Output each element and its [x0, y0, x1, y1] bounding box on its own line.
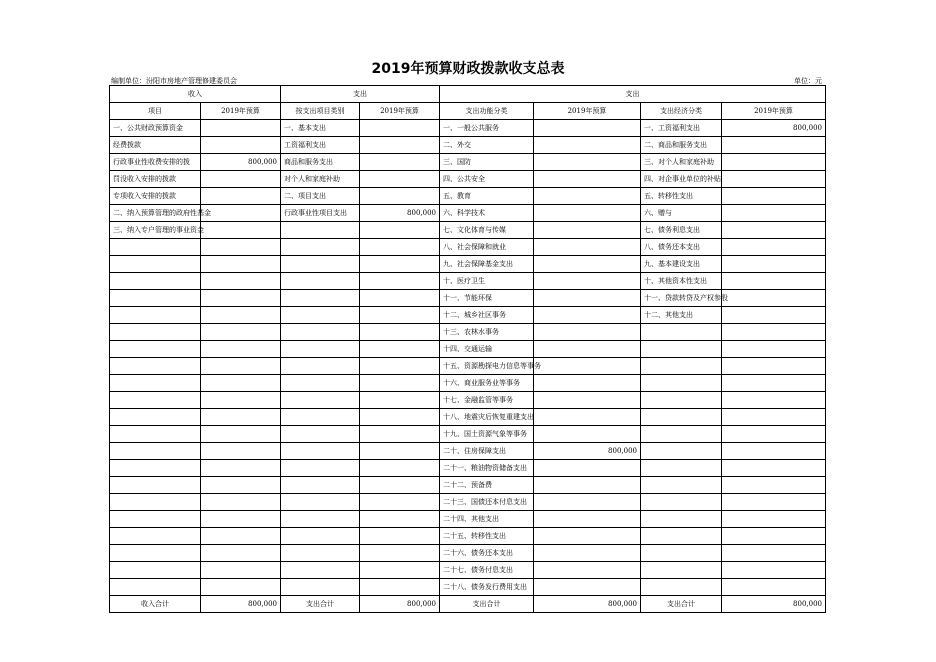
table-cell: [722, 460, 826, 477]
table-cell: 五、转移性支出: [641, 188, 722, 205]
table-cell: [360, 528, 440, 545]
group-header-row: [110, 86, 826, 103]
table-cell: [534, 358, 641, 375]
table-cell: 二、纳入预算管理的政府性基金: [110, 205, 201, 222]
table-cell: [201, 511, 281, 528]
table-cell: 二十七、债务付息支出: [440, 562, 534, 579]
table-cell: [110, 528, 201, 545]
table-cell: 800,000: [360, 205, 440, 222]
table-cell: [281, 307, 360, 324]
table-cell: [201, 409, 281, 426]
table-cell: [722, 137, 826, 154]
table-cell: [641, 341, 722, 358]
table-cell: 八、社会保障和就业: [440, 239, 534, 256]
column-header: 2019年预算: [534, 103, 641, 120]
table-cell: [281, 443, 360, 460]
table-cell: [360, 256, 440, 273]
table-cell: [201, 137, 281, 154]
table-cell: 五、教育: [440, 188, 534, 205]
table-cell: [110, 409, 201, 426]
table-cell: [722, 545, 826, 562]
totals-row: [110, 596, 826, 613]
table-cell: 七、文化体育与传媒: [440, 222, 534, 239]
table-cell: [534, 392, 641, 409]
table-cell: [641, 579, 722, 596]
report-title: 2019年预算财政拨款收支总表: [371, 61, 565, 77]
table-cell: [641, 528, 722, 545]
table-cell: [534, 273, 641, 290]
table-cell: 一、公共财政预算资金: [110, 120, 201, 137]
table-row: [110, 426, 826, 443]
prepared-by-label: 编制单位：汾阳市房地产管理修建委员会: [111, 77, 237, 85]
table-cell: 十六、商业服务业等事务: [440, 375, 534, 392]
table-row: [110, 460, 826, 477]
table-cell: [110, 443, 201, 460]
table-cell: [722, 477, 826, 494]
column-header: 支出经济分类: [641, 103, 722, 120]
table-cell: 800,000: [201, 154, 281, 171]
total-value: 800,000: [534, 596, 641, 613]
table-row: [110, 307, 826, 324]
table-row: [110, 137, 826, 154]
table-cell: [201, 120, 281, 137]
table-cell: [534, 256, 641, 273]
table-cell: [201, 375, 281, 392]
table-cell: [722, 426, 826, 443]
table-cell: [201, 239, 281, 256]
table-cell: [722, 562, 826, 579]
currency-unit-label: 单位：元: [794, 77, 822, 85]
table-cell: 罚没收入安排的拨款: [110, 171, 201, 188]
table-cell: [360, 324, 440, 341]
table-cell: [641, 477, 722, 494]
table-row: [110, 545, 826, 562]
table-row: [110, 290, 826, 307]
table-cell: [641, 426, 722, 443]
table-cell: [360, 494, 440, 511]
table-cell: [281, 511, 360, 528]
table-cell: [534, 477, 641, 494]
table-cell: 十九、国土资源气象等事务: [440, 426, 534, 443]
table-cell: [281, 528, 360, 545]
table-row: [110, 239, 826, 256]
table-cell: 专项收入安排的拨款: [110, 188, 201, 205]
table-cell: [534, 171, 641, 188]
table-cell: [722, 290, 826, 307]
table-cell: 二、外交: [440, 137, 534, 154]
table-cell: [722, 205, 826, 222]
table-cell: 十四、交通运输: [440, 341, 534, 358]
table-cell: [201, 579, 281, 596]
table-cell: [722, 273, 826, 290]
table-cell: 四、公共安全: [440, 171, 534, 188]
table-cell: 三、对个人和家庭补助: [641, 154, 722, 171]
table-cell: [722, 188, 826, 205]
table-cell: [201, 273, 281, 290]
table-row: [110, 205, 826, 222]
table-cell: [722, 154, 826, 171]
table-cell: [360, 545, 440, 562]
table-cell: 三、国防: [440, 154, 534, 171]
table-row: [110, 256, 826, 273]
table-cell: 十二、其他支出: [641, 307, 722, 324]
table-cell: [641, 511, 722, 528]
table-cell: [281, 341, 360, 358]
table-row: [110, 562, 826, 579]
table-cell: [534, 154, 641, 171]
table-cell: [722, 358, 826, 375]
table-cell: [534, 494, 641, 511]
table-cell: [201, 290, 281, 307]
table-cell: 十八、地震灾后恢复重建支出: [440, 409, 534, 426]
table-cell: [201, 358, 281, 375]
table-cell: [641, 375, 722, 392]
column-header: 2019年预算: [360, 103, 440, 120]
table-cell: [722, 341, 826, 358]
table-cell: [281, 460, 360, 477]
table-cell: 二十二、预备费: [440, 477, 534, 494]
table-cell: [281, 358, 360, 375]
table-cell: 三、纳入专户管理的事业资金: [110, 222, 201, 239]
table-cell: [722, 171, 826, 188]
table-cell: [281, 392, 360, 409]
table-cell: [360, 290, 440, 307]
table-cell: [360, 511, 440, 528]
table-cell: [360, 409, 440, 426]
table-cell: [641, 392, 722, 409]
table-cell: [110, 494, 201, 511]
table-row: [110, 579, 826, 596]
table-cell: [641, 545, 722, 562]
table-cell: [110, 358, 201, 375]
table-cell: [110, 426, 201, 443]
table-cell: 800,000: [722, 120, 826, 137]
table-cell: 六、科学技术: [440, 205, 534, 222]
table-cell: [722, 307, 826, 324]
table-cell: [201, 222, 281, 239]
table-cell: [281, 477, 360, 494]
table-cell: 二十一、粮油物资储备支出: [440, 460, 534, 477]
table-cell: [534, 562, 641, 579]
table-cell: [722, 256, 826, 273]
table-cell: 六、赠与: [641, 205, 722, 222]
table-cell: 九、社会保障基金支出: [440, 256, 534, 273]
table-cell: [281, 239, 360, 256]
table-cell: [722, 494, 826, 511]
table-cell: [110, 324, 201, 341]
table-cell: 十三、农林水事务: [440, 324, 534, 341]
total-label: 支出合计: [641, 596, 722, 613]
table-cell: 十五、资源勘探电力信息等事务: [440, 358, 534, 375]
table-cell: [534, 307, 641, 324]
table-cell: [360, 375, 440, 392]
table-cell: 一、一般公共服务: [440, 120, 534, 137]
table-cell: [201, 341, 281, 358]
table-cell: [281, 426, 360, 443]
table-cell: [201, 392, 281, 409]
table-cell: 行政事业性收费安排的拨: [110, 154, 201, 171]
table-cell: [534, 426, 641, 443]
table-cell: 二十八、债务发行费用支出: [440, 579, 534, 596]
table-cell: [110, 239, 201, 256]
table-cell: [110, 460, 201, 477]
table-cell: 十七、金融监管等事务: [440, 392, 534, 409]
table-cell: [201, 307, 281, 324]
table-cell: [360, 562, 440, 579]
table-row: [110, 188, 826, 205]
total-value: 800,000: [201, 596, 281, 613]
table-cell: [110, 392, 201, 409]
column-header: 支出功能分类: [440, 103, 534, 120]
table-cell: 二十四、其他支出: [440, 511, 534, 528]
group-header-expense-category: 支出: [281, 86, 440, 103]
column-header: 按支出项目类别: [281, 103, 360, 120]
table-cell: [722, 222, 826, 239]
table-cell: 二十三、国债还本付息支出: [440, 494, 534, 511]
table-row: [110, 528, 826, 545]
table-cell: [110, 256, 201, 273]
table-cell: [641, 409, 722, 426]
table-row: [110, 477, 826, 494]
table-cell: [534, 341, 641, 358]
table-row: [110, 154, 826, 171]
table-row: [110, 273, 826, 290]
table-row: [110, 120, 826, 137]
table-cell: [201, 460, 281, 477]
table-cell: [201, 443, 281, 460]
table-cell: 十、医疗卫生: [440, 273, 534, 290]
table-cell: [534, 239, 641, 256]
table-cell: [534, 579, 641, 596]
budget-summary-table: [109, 85, 826, 613]
table-cell: 行政事业性项目支出: [281, 205, 360, 222]
table-cell: [360, 392, 440, 409]
table-cell: 商品和服务支出: [281, 154, 360, 171]
table-cell: [281, 222, 360, 239]
column-header-row: [110, 103, 826, 120]
group-header-expense-classification: 支出: [440, 86, 826, 103]
table-cell: [360, 341, 440, 358]
table-row: [110, 443, 826, 460]
table-cell: 一、基本支出: [281, 120, 360, 137]
table-cell: [534, 222, 641, 239]
table-cell: [201, 528, 281, 545]
table-cell: [722, 511, 826, 528]
table-cell: [201, 188, 281, 205]
table-cell: 七、债务利息支出: [641, 222, 722, 239]
table-row: [110, 324, 826, 341]
table-cell: [722, 239, 826, 256]
table-cell: [641, 562, 722, 579]
table-cell: [281, 494, 360, 511]
table-cell: 一、工资福利支出: [641, 120, 722, 137]
table-row: [110, 341, 826, 358]
table-cell: [110, 273, 201, 290]
table-cell: [534, 528, 641, 545]
table-cell: [360, 477, 440, 494]
table-cell: [281, 256, 360, 273]
total-label: 支出合计: [281, 596, 360, 613]
table-cell: 800,000: [534, 443, 641, 460]
table-cell: [201, 324, 281, 341]
table-cell: [110, 290, 201, 307]
total-value: 800,000: [722, 596, 826, 613]
table-cell: [641, 460, 722, 477]
table-cell: [360, 426, 440, 443]
table-cell: [281, 409, 360, 426]
table-cell: [641, 443, 722, 460]
table-cell: [110, 545, 201, 562]
table-cell: [534, 205, 641, 222]
column-header: 2019年预算: [201, 103, 281, 120]
table-cell: 二、商品和服务支出: [641, 137, 722, 154]
table-cell: 二十六、债务还本支出: [440, 545, 534, 562]
total-label: 收入合计: [110, 596, 201, 613]
table-cell: [281, 273, 360, 290]
table-cell: [110, 562, 201, 579]
table-cell: [201, 477, 281, 494]
table-cell: [641, 494, 722, 511]
table-cell: [360, 443, 440, 460]
table-cell: 十一、节能环保: [440, 290, 534, 307]
table-cell: 十一、贷款转贷及产权参股: [641, 290, 722, 307]
table-cell: [281, 562, 360, 579]
table-cell: 十二、城乡社区事务: [440, 307, 534, 324]
table-cell: [360, 137, 440, 154]
table-row: [110, 171, 826, 188]
table-row: [110, 392, 826, 409]
table-cell: [534, 120, 641, 137]
table-cell: [201, 545, 281, 562]
table-cell: [201, 562, 281, 579]
table-cell: 二、项目支出: [281, 188, 360, 205]
table-cell: 八、债务还本支出: [641, 239, 722, 256]
table-cell: 四、对企事业单位的补贴: [641, 171, 722, 188]
table-cell: [201, 205, 281, 222]
table-cell: [110, 579, 201, 596]
table-cell: 对个人和家庭补助: [281, 171, 360, 188]
table-cell: [110, 477, 201, 494]
table-cell: [201, 494, 281, 511]
table-cell: [281, 375, 360, 392]
table-cell: [534, 460, 641, 477]
group-header-income: 收入: [110, 86, 281, 103]
table-cell: [360, 239, 440, 256]
table-cell: [534, 324, 641, 341]
table-cell: [534, 545, 641, 562]
table-cell: [534, 375, 641, 392]
table-cell: [360, 460, 440, 477]
table-cell: [110, 511, 201, 528]
table-cell: 二十五、转移性支出: [440, 528, 534, 545]
table-cell: [722, 443, 826, 460]
table-cell: [281, 579, 360, 596]
table-cell: [360, 188, 440, 205]
table-cell: [201, 256, 281, 273]
total-value: 800,000: [360, 596, 440, 613]
table-cell: [360, 307, 440, 324]
table-cell: [641, 358, 722, 375]
table-cell: [360, 273, 440, 290]
table-cell: [722, 528, 826, 545]
table-cell: [201, 426, 281, 443]
table-cell: [201, 171, 281, 188]
table-cell: [722, 409, 826, 426]
table-cell: [534, 188, 641, 205]
table-cell: [281, 290, 360, 307]
table-cell: [534, 290, 641, 307]
column-header: 项目: [110, 103, 201, 120]
table-cell: 工资福利支出: [281, 137, 360, 154]
table-cell: [110, 375, 201, 392]
table-cell: [722, 579, 826, 596]
table-row: [110, 494, 826, 511]
table-row: [110, 222, 826, 239]
column-header: 2019年预算: [722, 103, 826, 120]
table-cell: [281, 324, 360, 341]
table-cell: [110, 307, 201, 324]
table-cell: [534, 137, 641, 154]
table-cell: [722, 375, 826, 392]
table-cell: [360, 579, 440, 596]
table-cell: [360, 120, 440, 137]
table-cell: [722, 392, 826, 409]
table-row: [110, 358, 826, 375]
table-cell: [722, 324, 826, 341]
table-row: [110, 375, 826, 392]
table-row: [110, 409, 826, 426]
table-cell: 经费拨款: [110, 137, 201, 154]
table-cell: [360, 171, 440, 188]
table-cell: 十、其他资本性支出: [641, 273, 722, 290]
table-cell: [360, 154, 440, 171]
table-cell: 二十、住房保障支出: [440, 443, 534, 460]
table-cell: [281, 545, 360, 562]
table-cell: [534, 409, 641, 426]
table-cell: [360, 358, 440, 375]
table-cell: [360, 222, 440, 239]
table-cell: [110, 341, 201, 358]
table-cell: [641, 324, 722, 341]
table-cell: 九、基本建设支出: [641, 256, 722, 273]
table-cell: [534, 511, 641, 528]
table-row: [110, 511, 826, 528]
total-label: 支出合计: [440, 596, 534, 613]
